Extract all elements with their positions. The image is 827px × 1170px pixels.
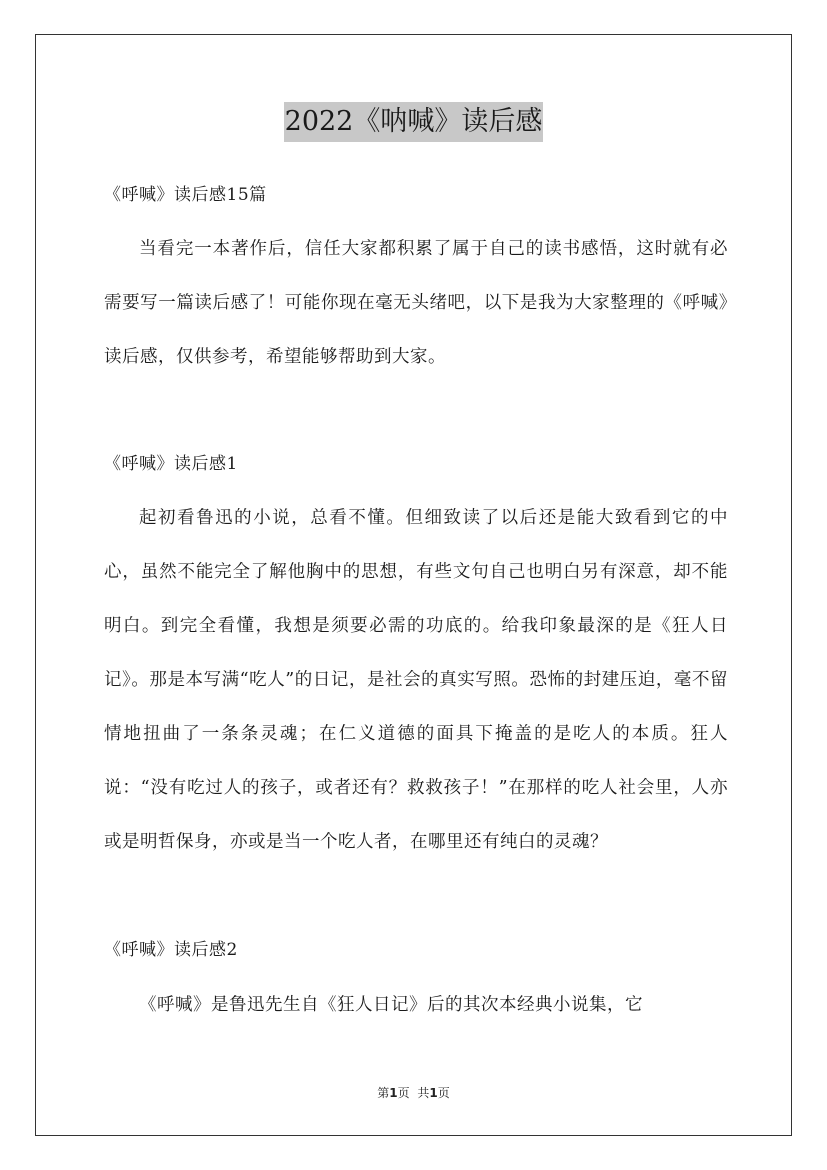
footer-page-suffix: 页 [397, 1086, 410, 1100]
page-footer [0, 1084, 827, 1101]
intro-paragraph: 当看完一本著作后，信任大家都积累了属于自己的读书感悟，这时就有必需要写一篇读后感了！可能你现在毫无头绪吧，以下是我为大家整理的《呼喊》读后感，仅供参考，希望能够帮助到大家。 [104, 239, 728, 367]
document-title: 2022《呐喊》读后感 [284, 102, 544, 142]
footer-total-pages: 1 [429, 1086, 438, 1100]
footer-page-prefix: 第 [377, 1086, 390, 1100]
footer-total-prefix: 共 [417, 1086, 430, 1100]
section-body-2: 《呼喊》是鲁迅先生自《狂人日记》后的其次本经典小说集，它 [139, 995, 643, 1015]
title-wrap [0, 102, 827, 142]
section-body-1: 起初看鲁迅的小说，总看不懂。但细致读了以后还是能大致看到它的中心，虽然不能完全了解他胸中的思想，有些文句自己也明白另有深意，却不能明白。到完全看懂，我想是须要必需的功底的。给我印象最深的是《狂人日记》。那是本写满“吃人”的日记，是社会的真实写照。恐怖的封建压迫，毫不留情地扭曲了一条条灵魂；在仁义道德的面具下掩盖的是吃人的本质。狂人说：“没有吃过人的孩子，或者还有？救救孩子！”在那样的吃人社会里，人亦或是明哲保身，亦或是当一个吃人者，在哪里还有纯白的灵魂？ [104, 508, 728, 852]
section-heading-2: 《呼喊》读后感2 [104, 940, 238, 960]
section-heading-1: 《呼喊》读后感1 [104, 454, 238, 474]
footer-page-current: 1 [389, 1086, 398, 1100]
footer-total-suffix: 页 [437, 1086, 450, 1100]
document-subtitle: 《呼喊》读后感15篇 [104, 185, 267, 205]
